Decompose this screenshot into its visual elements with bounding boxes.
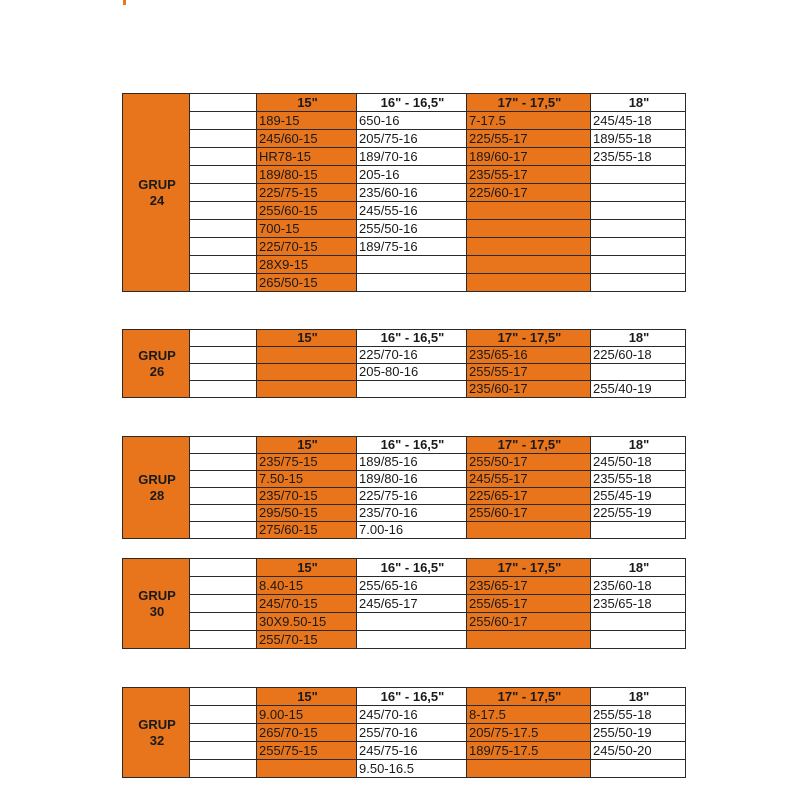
size-cell — [257, 364, 357, 381]
size-cell: 225/70-15 — [257, 238, 357, 256]
size-cell: 235/60-16 — [357, 184, 467, 202]
size-cell: 9.50-16.5 — [357, 760, 467, 778]
size-cell: 7.00-16 — [357, 522, 467, 539]
group-gap — [122, 539, 685, 558]
blank-cell — [190, 471, 257, 488]
size-cell: 255/60-17 — [467, 613, 591, 631]
table-row — [123, 724, 686, 742]
group-gap — [122, 398, 685, 436]
blank-cell — [190, 381, 257, 398]
table-row — [123, 184, 686, 202]
size-cell: 245/50-18 — [591, 454, 686, 471]
size-cell — [591, 184, 686, 202]
blank-cell — [190, 577, 257, 595]
column-header: 16" - 16,5" — [357, 94, 467, 112]
group-label-number: 24 — [149, 192, 165, 208]
size-cell: 255/55-18 — [591, 706, 686, 724]
header-row — [123, 688, 686, 706]
size-cell: 225/55-17 — [467, 130, 591, 148]
group-label-number: 26 — [149, 363, 165, 379]
size-cell: 225/60-18 — [591, 347, 686, 364]
table-row — [123, 130, 686, 148]
blank-cell — [190, 166, 257, 184]
column-header: 17" - 17,5" — [467, 437, 591, 454]
size-cell: 255/75-15 — [257, 742, 357, 760]
size-cell: 9.00-15 — [257, 706, 357, 724]
table-row — [123, 202, 686, 220]
header-row — [123, 94, 686, 112]
size-cell: 235/55-18 — [591, 148, 686, 166]
table-row — [123, 347, 686, 364]
size-cell: 255/55-17 — [467, 364, 591, 381]
header-row — [123, 330, 686, 347]
size-cell: 8.40-15 — [257, 577, 357, 595]
column-header: 15" — [257, 437, 357, 454]
size-cell: 189/75-17.5 — [467, 742, 591, 760]
size-cell — [591, 220, 686, 238]
size-cell: 245/65-17 — [357, 595, 467, 613]
group-table — [122, 93, 686, 292]
size-cell: 275/60-15 — [257, 522, 357, 539]
size-cell — [591, 631, 686, 649]
table-row — [123, 112, 686, 130]
size-cell: 189/55-18 — [591, 130, 686, 148]
blank-cell — [190, 631, 257, 649]
table-row — [123, 742, 686, 760]
top-edge-mark — [123, 0, 126, 5]
column-header: 17" - 17,5" — [467, 330, 591, 347]
size-cell: 235/65-16 — [467, 347, 591, 364]
size-cell: 189/70-16 — [357, 148, 467, 166]
size-cell: 205-16 — [357, 166, 467, 184]
group-label-word: GRUP — [138, 716, 176, 732]
table-row — [123, 471, 686, 488]
size-cell: 245/70-16 — [357, 706, 467, 724]
size-cell: 245/50-20 — [591, 742, 686, 760]
size-cell: 255/45-19 — [591, 488, 686, 505]
blank-cell — [190, 330, 257, 347]
blank-cell — [190, 706, 257, 724]
size-cell: 28X9-15 — [257, 256, 357, 274]
column-header: 16" - 16,5" — [357, 688, 467, 706]
size-cell: 8-17.5 — [467, 706, 591, 724]
blank-cell — [190, 274, 257, 292]
size-cell: 255/50-16 — [357, 220, 467, 238]
blank-cell — [190, 112, 257, 130]
blank-cell — [190, 347, 257, 364]
column-header: 18" — [591, 94, 686, 112]
size-cell: 245/55-17 — [467, 471, 591, 488]
group-gap — [122, 649, 685, 687]
group-label-number: 28 — [149, 487, 165, 503]
size-cell: 7-17.5 — [467, 112, 591, 130]
size-cell: 235/70-16 — [357, 505, 467, 522]
size-cell — [467, 760, 591, 778]
table-row — [123, 760, 686, 778]
size-cell: 225/65-17 — [467, 488, 591, 505]
size-cell: 235/65-17 — [467, 577, 591, 595]
table-row — [123, 706, 686, 724]
blank-cell — [190, 202, 257, 220]
size-cell: 700-15 — [257, 220, 357, 238]
size-cell: 225/75-16 — [357, 488, 467, 505]
size-cell: 189/85-16 — [357, 454, 467, 471]
size-cell — [591, 522, 686, 539]
size-cell: 245/45-18 — [591, 112, 686, 130]
column-header: 17" - 17,5" — [467, 559, 591, 577]
blank-cell — [190, 256, 257, 274]
table-row — [123, 381, 686, 398]
column-header: 18" — [591, 330, 686, 347]
size-cell: 255/50-17 — [467, 454, 591, 471]
size-cell — [467, 256, 591, 274]
tire-size-groups — [122, 93, 685, 778]
size-cell: 235/70-15 — [257, 488, 357, 505]
size-cell — [357, 381, 467, 398]
column-header: 15" — [257, 688, 357, 706]
size-cell: 7.50-15 — [257, 471, 357, 488]
table-row — [123, 488, 686, 505]
group-label-word: GRUP — [138, 176, 176, 192]
table-row — [123, 631, 686, 649]
blank-cell — [190, 522, 257, 539]
size-cell: 235/60-18 — [591, 577, 686, 595]
size-cell: 225/70-16 — [357, 347, 467, 364]
column-header: 17" - 17,5" — [467, 94, 591, 112]
blank-cell — [190, 613, 257, 631]
size-cell: 189/80-15 — [257, 166, 357, 184]
table-row — [123, 274, 686, 292]
group-label — [123, 559, 190, 649]
size-cell — [357, 613, 467, 631]
size-cell: 189/80-16 — [357, 471, 467, 488]
group-table — [122, 558, 686, 649]
table-row — [123, 364, 686, 381]
group-table — [122, 329, 686, 398]
size-cell: 235/55-17 — [467, 166, 591, 184]
size-cell — [257, 347, 357, 364]
table-row — [123, 454, 686, 471]
blank-cell — [190, 454, 257, 471]
size-cell: 255/70-15 — [257, 631, 357, 649]
group-label — [123, 94, 190, 292]
group-label — [123, 330, 190, 398]
column-header: 16" - 16,5" — [357, 330, 467, 347]
size-cell: 235/55-18 — [591, 471, 686, 488]
size-cell: 189/75-16 — [357, 238, 467, 256]
column-header: 16" - 16,5" — [357, 559, 467, 577]
group-label-number: 32 — [149, 732, 165, 748]
size-cell — [467, 274, 591, 292]
size-cell: 225/55-19 — [591, 505, 686, 522]
table-row — [123, 148, 686, 166]
column-header: 18" — [591, 559, 686, 577]
size-cell: 30X9.50-15 — [257, 613, 357, 631]
table-row — [123, 613, 686, 631]
size-cell: 255/65-16 — [357, 577, 467, 595]
table-row — [123, 522, 686, 539]
size-cell: 255/60-17 — [467, 505, 591, 522]
size-cell: 205/75-16 — [357, 130, 467, 148]
size-cell — [591, 256, 686, 274]
size-cell — [467, 202, 591, 220]
size-cell: 650-16 — [357, 112, 467, 130]
group-label-word: GRUP — [138, 347, 176, 363]
size-cell: 245/70-15 — [257, 595, 357, 613]
group-label-word: GRUP — [138, 471, 176, 487]
size-cell: 189/60-17 — [467, 148, 591, 166]
size-cell: 255/70-16 — [357, 724, 467, 742]
size-cell — [257, 381, 357, 398]
group-table — [122, 436, 686, 539]
column-header: 18" — [591, 688, 686, 706]
column-header: 15" — [257, 94, 357, 112]
column-header: 15" — [257, 330, 357, 347]
group-label-word: GRUP — [138, 587, 176, 603]
size-cell: 205-80-16 — [357, 364, 467, 381]
header-row — [123, 559, 686, 577]
column-header: 16" - 16,5" — [357, 437, 467, 454]
group-label — [123, 688, 190, 778]
blank-cell — [190, 742, 257, 760]
blank-cell — [190, 760, 257, 778]
blank-cell — [190, 364, 257, 381]
size-cell: 265/50-15 — [257, 274, 357, 292]
column-header: 17" - 17,5" — [467, 688, 591, 706]
blank-cell — [190, 130, 257, 148]
blank-cell — [190, 488, 257, 505]
group-table — [122, 687, 686, 778]
blank-cell — [190, 437, 257, 454]
size-cell — [591, 364, 686, 381]
blank-cell — [190, 595, 257, 613]
size-cell: HR78-15 — [257, 148, 357, 166]
size-cell — [591, 274, 686, 292]
size-cell — [467, 238, 591, 256]
size-cell: 189-15 — [257, 112, 357, 130]
size-cell — [357, 274, 467, 292]
group-gap — [122, 292, 685, 329]
size-cell: 235/65-18 — [591, 595, 686, 613]
blank-cell — [190, 184, 257, 202]
size-cell: 225/75-15 — [257, 184, 357, 202]
blank-cell — [190, 94, 257, 112]
column-header: 18" — [591, 437, 686, 454]
table-row — [123, 220, 686, 238]
size-cell — [591, 202, 686, 220]
size-cell: 295/50-15 — [257, 505, 357, 522]
table-row — [123, 166, 686, 184]
blank-cell — [190, 505, 257, 522]
table-row — [123, 256, 686, 274]
table-row — [123, 595, 686, 613]
size-cell — [591, 613, 686, 631]
size-cell — [467, 631, 591, 649]
table-row — [123, 577, 686, 595]
blank-cell — [190, 559, 257, 577]
size-cell: 205/75-17.5 — [467, 724, 591, 742]
blank-cell — [190, 688, 257, 706]
size-cell — [591, 760, 686, 778]
size-cell: 255/50-19 — [591, 724, 686, 742]
size-cell: 245/55-16 — [357, 202, 467, 220]
column-header: 15" — [257, 559, 357, 577]
size-cell: 235/60-17 — [467, 381, 591, 398]
size-cell: 255/60-15 — [257, 202, 357, 220]
size-cell — [357, 256, 467, 274]
size-cell: 245/75-16 — [357, 742, 467, 760]
size-cell — [357, 631, 467, 649]
size-cell: 235/75-15 — [257, 454, 357, 471]
size-cell — [591, 238, 686, 256]
size-cell — [257, 760, 357, 778]
size-cell — [591, 166, 686, 184]
table-row — [123, 505, 686, 522]
size-cell: 255/40-19 — [591, 381, 686, 398]
header-row — [123, 437, 686, 454]
blank-cell — [190, 220, 257, 238]
size-cell: 245/60-15 — [257, 130, 357, 148]
size-cell: 225/60-17 — [467, 184, 591, 202]
blank-cell — [190, 148, 257, 166]
group-label — [123, 437, 190, 539]
size-cell — [467, 522, 591, 539]
table-row — [123, 238, 686, 256]
blank-cell — [190, 724, 257, 742]
group-label-number: 30 — [149, 603, 165, 619]
size-cell — [467, 220, 591, 238]
blank-cell — [190, 238, 257, 256]
size-cell: 255/65-17 — [467, 595, 591, 613]
size-cell: 265/70-15 — [257, 724, 357, 742]
